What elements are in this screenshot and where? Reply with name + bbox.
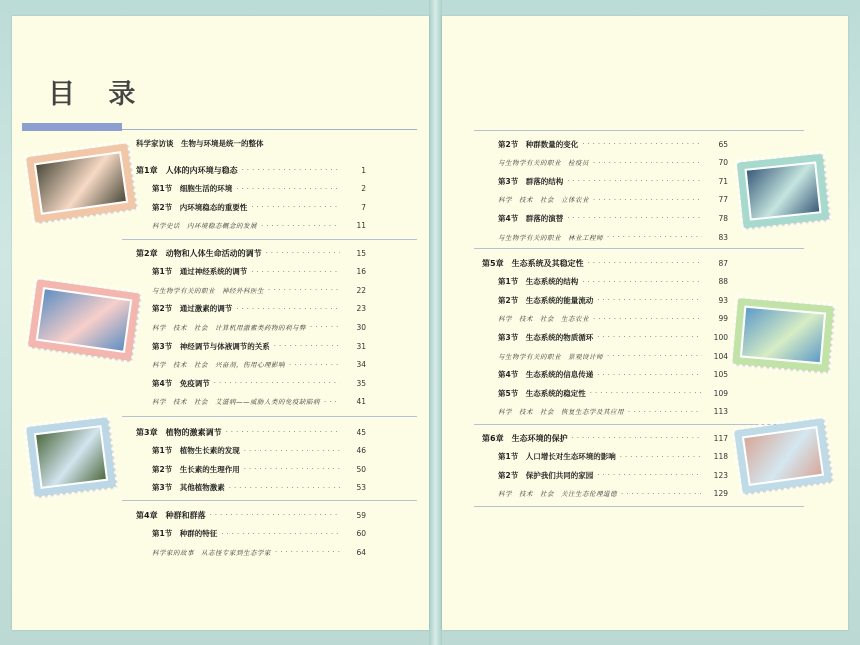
toc-leader-dots	[274, 342, 340, 350]
toc-leader-dots	[572, 434, 702, 442]
toc-page-number: 118	[713, 452, 728, 462]
toc-entry-title: 科学 技术 社会 恢复生态学及其应用	[498, 408, 624, 417]
chapter-divider	[122, 500, 417, 501]
toc-leader-dots	[582, 140, 702, 148]
toc-entry-title: 第5章 生态系统及其稳定性	[482, 258, 584, 268]
toc-leader-dots	[593, 315, 702, 323]
toc-leader-dots	[226, 428, 340, 436]
toc-leader-dots	[597, 333, 702, 341]
toc-leader-dots	[221, 530, 340, 538]
toc-leader-dots	[621, 490, 702, 498]
toc-extra-entry[interactable]	[498, 349, 728, 363]
toc-page-number: 65	[718, 139, 728, 149]
toc-leader-dots	[567, 214, 702, 222]
toc-page-number: 59	[356, 510, 366, 520]
toc-page-number: 41	[356, 397, 366, 407]
toc-leader-dots	[289, 361, 340, 369]
toc-entry-title: 第4章 种群和群落	[136, 510, 206, 520]
toc-leader-dots	[590, 389, 702, 397]
toc-entry-title: 第1节 通过神经系统的调节	[152, 267, 248, 277]
toc-page-number: 100	[713, 332, 728, 342]
toc-extra-entry[interactable]	[498, 193, 728, 207]
toc-entry-title: 第2节 生长素的生理作用	[152, 464, 240, 474]
stamp-perforation	[24, 276, 143, 365]
toc-leader-dots	[236, 185, 340, 193]
toc-page-number: 46	[356, 446, 366, 456]
toc-page-number: 93	[718, 295, 728, 305]
stamp-perforation	[729, 295, 837, 376]
stamp-landscape-photo	[732, 298, 833, 372]
toc-section-entry[interactable]	[152, 339, 366, 353]
toc-section-entry[interactable]	[152, 444, 366, 458]
toc-section-entry[interactable]	[498, 137, 728, 151]
toc-entry-title: 第2节 保护我们共同的家园	[498, 470, 594, 480]
stamp-perforation	[23, 414, 120, 500]
toc-page-number: 105	[713, 370, 728, 380]
toc-chapter-entry[interactable]	[136, 163, 366, 177]
stamp-rollercoaster-photo	[28, 279, 140, 361]
toc-chapter-entry[interactable]	[136, 425, 366, 439]
toc-leader-dots	[593, 159, 702, 167]
toc-extra-entry[interactable]	[152, 358, 366, 372]
toc-leader-dots	[620, 453, 702, 461]
toc-entry-title: 第3章 植物的激素调节	[136, 427, 222, 437]
toc-entry-title: 第3节 其他植物激素	[152, 483, 225, 493]
toc-chapter-entry[interactable]	[136, 508, 366, 522]
stamp-yaks-photo	[26, 143, 136, 223]
toc-extra-entry[interactable]	[152, 320, 366, 334]
toc-page-number: 2	[361, 184, 366, 194]
toc-section-entry[interactable]	[152, 376, 366, 390]
toc-page-number: 99	[718, 314, 728, 324]
toc-leader-dots	[588, 259, 702, 267]
toc-intro-entry[interactable]	[136, 136, 366, 150]
chapter-divider	[122, 239, 417, 240]
title-accent-bar	[22, 123, 122, 131]
toc-leader-dots	[236, 305, 340, 313]
toc-entry-title: 第2节 通过激素的调节	[152, 304, 233, 314]
toc-entry-title: 第1节 植物生长素的发现	[152, 446, 240, 456]
toc-page-number: 87	[718, 258, 728, 268]
toc-section-entry[interactable]	[152, 302, 366, 316]
toc-entry-title: 第2节 种群数量的变化	[498, 139, 579, 149]
toc-page-number: 11	[356, 221, 366, 231]
toc-entry-title: 第1节 人口增长对生态环境的影响	[498, 452, 616, 462]
toc-page-number: 53	[356, 483, 366, 493]
toc-leader-dots	[324, 398, 340, 406]
toc-entry-title: 与生物学有关的职业 神经外科医生	[152, 286, 264, 295]
toc-page-number: 22	[356, 285, 366, 295]
toc-entry-title: 与生物学有关的职业 景观设计师	[498, 352, 603, 361]
toc-section-entry[interactable]	[498, 330, 728, 344]
toc-page-number: 16	[356, 267, 366, 277]
chapter-divider	[474, 506, 804, 507]
toc-leader-dots	[597, 471, 702, 479]
title-rule	[122, 129, 417, 130]
toc-leader-dots	[567, 177, 702, 185]
chapter-divider	[474, 248, 804, 249]
toc-entry-title: 第2节 内环境稳态的重要性	[152, 202, 248, 212]
toc-entry-title: 科学 技术 社会 生态农业	[498, 315, 589, 324]
toc-entry-title: 第6章 生态环境的保护	[482, 433, 568, 443]
toc-extra-entry[interactable]	[498, 405, 728, 419]
toc-entry-title: 与生物学有关的职业 检疫员	[498, 159, 589, 168]
page-title: 目 录	[48, 79, 148, 110]
toc-leader-dots	[607, 233, 702, 241]
toc-page-number: 34	[356, 360, 366, 370]
toc-chapter-entry[interactable]	[482, 256, 728, 270]
toc-extra-entry[interactable]	[152, 219, 366, 233]
toc-leader-dots	[597, 371, 702, 379]
toc-leader-dots	[268, 286, 340, 294]
toc-section-entry[interactable]	[498, 386, 728, 400]
toc-extra-entry[interactable]	[152, 283, 366, 297]
toc-section-entry[interactable]	[498, 174, 728, 188]
toc-entry-title: 科学史话 内环境稳态概念的发展	[152, 222, 257, 231]
toc-leader-dots	[244, 447, 340, 455]
book-spine	[429, 0, 442, 645]
stamp-perforation	[23, 140, 140, 226]
toc-entry-title: 第1节 生态系统的结构	[498, 277, 579, 287]
toc-entry-title: 第3节 群落的结构	[498, 176, 564, 186]
toc-page-number: 35	[356, 378, 366, 388]
toc-extra-entry[interactable]	[152, 545, 366, 559]
toc-section-entry[interactable]	[498, 450, 728, 464]
toc-entry-title: 第3节 生态系统的物质循环	[498, 332, 594, 342]
toc-section-entry[interactable]	[152, 481, 366, 495]
toc-page-number: 45	[356, 427, 366, 437]
toc-page-number: 129	[713, 489, 728, 499]
toc-page-number: 117	[713, 433, 728, 443]
toc-entry-title: 科学 技术 社会 兴奋剂，伤用心理影响	[152, 361, 285, 370]
toc-page-number: 78	[718, 213, 728, 223]
toc-page-number: 104	[713, 351, 728, 361]
toc-leader-dots	[242, 166, 340, 174]
toc-entry-title: 第5节 生态系统的稳定性	[498, 388, 586, 398]
toc-leader-dots	[310, 323, 340, 331]
toc-section-entry[interactable]	[152, 462, 366, 476]
toc-leader-dots	[582, 278, 702, 286]
toc-leader-dots	[597, 296, 702, 304]
stamp-hands-photo	[734, 418, 832, 494]
toc-leader-dots	[214, 379, 340, 387]
toc-leader-dots	[607, 352, 702, 360]
toc-extra-entry[interactable]	[498, 312, 728, 326]
toc-entry-title: 第4节 群落的演替	[498, 213, 564, 223]
toc-page-number: 88	[718, 277, 728, 287]
toc-section-entry[interactable]	[152, 527, 366, 541]
toc-entry-title: 第2节 生态系统的能量流动	[498, 295, 594, 305]
stamp-perforation	[733, 150, 832, 231]
toc-entry-title: 科学 技术 社会 计算机用激素类药物的利与弊	[152, 323, 306, 332]
toc-page-number: 71	[718, 176, 728, 186]
toc-entry-title: 科学 技术 社会 关注生态伦理道德	[498, 490, 617, 499]
toc-page-number: 7	[361, 202, 366, 212]
toc-leader-dots	[229, 484, 340, 492]
toc-leader-dots	[244, 465, 340, 473]
toc-page-number: 15	[356, 248, 366, 258]
toc-section-entry[interactable]	[498, 211, 728, 225]
toc-section-entry[interactable]	[498, 368, 728, 382]
toc-entry-title: 科学家的故事 从志怪专家到生态学家	[152, 548, 271, 557]
toc-entry-title: 科学家访谈 生物与环境是统一的整体	[136, 138, 264, 148]
toc-page-number: 50	[356, 464, 366, 474]
chapter-divider	[122, 416, 417, 417]
toc-entry-title: 第3节 神经调节与体液调节的关系	[152, 341, 270, 351]
toc-page-number: 123	[713, 470, 728, 480]
toc-leader-dots	[210, 511, 340, 519]
toc-page-number: 109	[713, 388, 728, 398]
toc-page-number: 83	[718, 232, 728, 242]
toc-entry-title: 第4节 免疫调节	[152, 378, 210, 388]
toc-entry-title: 与生物学有关的职业 林业工程师	[498, 233, 603, 242]
toc-entry-title: 科学 技术 社会 艾滋病——威胁人类的免疫缺陷病	[152, 398, 320, 407]
toc-entry-title: 第1章 人体的内环境与稳态	[136, 165, 238, 175]
toc-extra-entry[interactable]	[498, 156, 728, 170]
toc-page-number: 113	[713, 407, 728, 417]
toc-page-number: 77	[718, 195, 728, 205]
toc-page-number: 23	[356, 304, 366, 314]
toc-leader-dots	[593, 196, 702, 204]
stamp-perforation	[731, 415, 836, 498]
toc-entry-title: 第4节 生态系统的信息传递	[498, 370, 594, 380]
toc-entry-title: 科学 技术 社会 立体农业	[498, 196, 589, 205]
stamp-seedling-photo	[26, 417, 116, 496]
toc-chapter-entry[interactable]	[136, 246, 366, 260]
toc-entry-title: 第1节 细胞生活的环境	[152, 184, 233, 194]
stamp-crowd-photo	[737, 154, 829, 229]
toc-leader-dots	[628, 408, 702, 416]
toc-page-number: 30	[356, 322, 366, 332]
toc-leader-dots	[266, 249, 340, 257]
toc-leader-dots	[251, 268, 340, 276]
toc-entry-title: 第2章 动物和人体生命活动的调节	[136, 248, 262, 258]
toc-page-number: 31	[356, 341, 366, 351]
toc-page-number: 1	[361, 165, 366, 175]
toc-extra-entry[interactable]	[498, 230, 728, 244]
toc-section-entry[interactable]	[498, 468, 728, 482]
toc-extra-entry[interactable]	[152, 395, 366, 409]
toc-extra-entry[interactable]	[498, 487, 728, 501]
chapter-divider	[474, 130, 804, 131]
toc-entry-title: 第1节 种群的特征	[152, 529, 218, 539]
toc-section-entry[interactable]	[152, 182, 366, 196]
toc-page-number: 70	[718, 158, 728, 168]
toc-chapter-entry[interactable]	[482, 431, 728, 445]
toc-page-number: 64	[356, 547, 366, 557]
toc-section-entry[interactable]	[498, 293, 728, 307]
toc-section-entry[interactable]	[152, 200, 366, 214]
toc-leader-dots	[275, 548, 340, 556]
toc-leader-dots	[261, 222, 340, 230]
toc-section-entry[interactable]	[152, 265, 366, 279]
toc-page-number: 60	[356, 529, 366, 539]
toc-section-entry[interactable]	[498, 275, 728, 289]
toc-leader-dots	[251, 203, 340, 211]
